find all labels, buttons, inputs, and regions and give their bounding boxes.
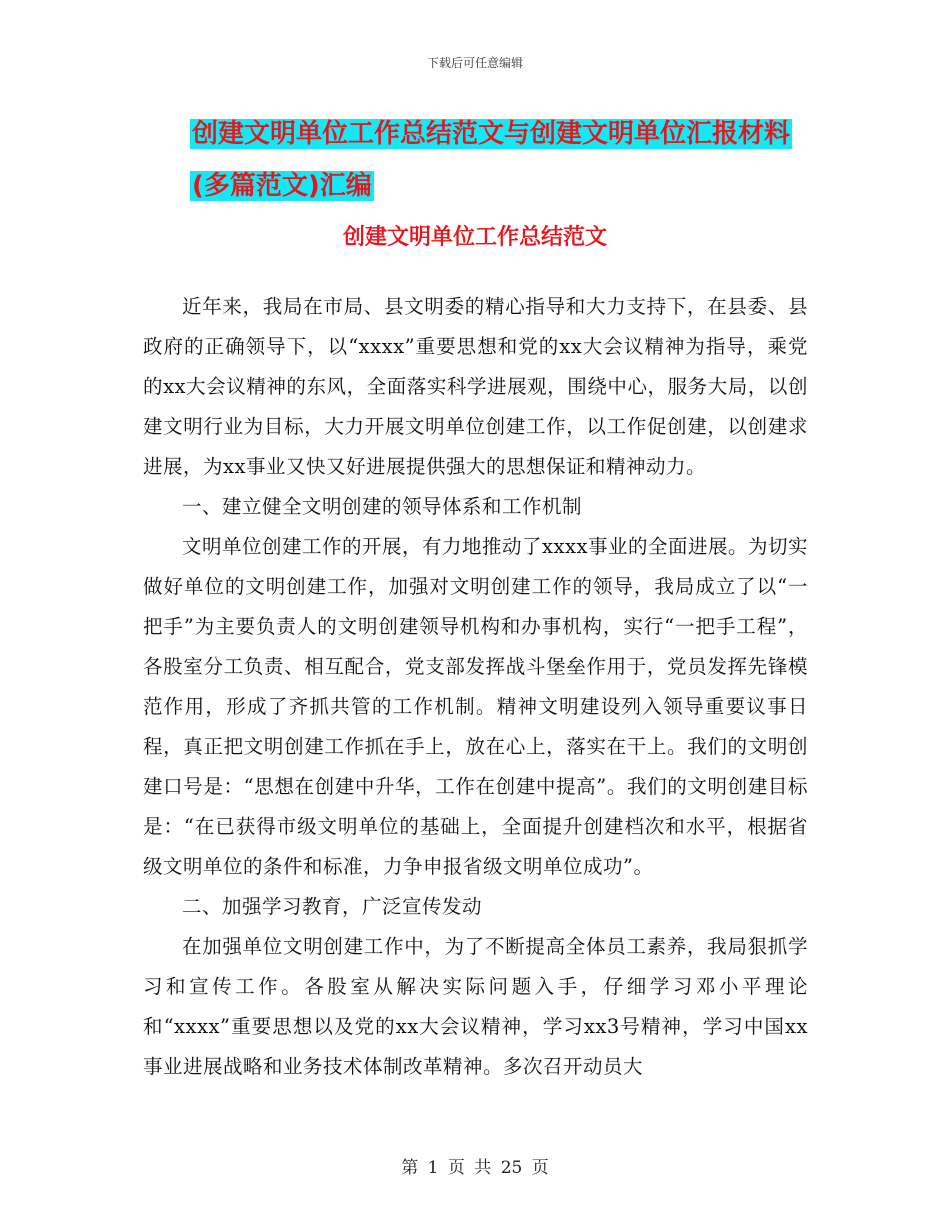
title-line-1: 创建文明单位工作总结范文与创建文明单位汇报材料 bbox=[192, 119, 791, 149]
paragraph: 在加强单位文明创建工作中，为了不断提高全体员工素养，我局狠抓学习和宣传工作。各股室从解决实际问题入手，仔细学习邓小平理论和“xxxx”重要思想以及党的xx大会议精神，学习xx3号精神，学习中国xx事业进展战略和业务技术体制改革精神。多次召开动员大 bbox=[143, 935, 808, 1078]
title-line-2: (多篇范文)汇编 bbox=[192, 171, 372, 201]
document-title bbox=[190, 108, 810, 212]
heading-paragraph: 一、建立健全文明创建的领导体系和工作机制 bbox=[182, 495, 583, 518]
heading-paragraph: 二、加强学习教育，广泛宣传发动 bbox=[182, 895, 483, 918]
paragraph: 近年来，我局在市局、县文明委的精心指导和大力支持下，在县委、县政府的正确领导下，以“xxxx”重要思想和党的xx大会议精神为指导，乘党的xx大会议精神的东风，全面落实科学进展观，围绕中心，服务大局，以创建文明行业为目标，大力开展文明单位创建工作，以工作促创建，以创建求进展，为xx事业又快又好进展提供强大的思想保证和精神动力。 bbox=[143, 295, 808, 478]
page-number: 第 1 页 共 25 页 bbox=[401, 1158, 549, 1178]
paragraph: 文明单位创建工作的开展，有力地推动了xxxx事业的全面进展。为切实做好单位的文明创建工作，加强对文明创建工作的领导，我局成立了以“一把手”为主要负责人的文明创建领导机构和办事机构，实行“一把手工程”，各股室分工负责、相互配合，党支部发挥战斗堡垒作用于，党员发挥先锋模范作用，形成了齐抓共管的工作机制。精神文明建设列入领导重要议事日程，真正把文明创建工作抓在手上，放在心上，落实在干上。我们的文明创建口号是：“思想在创建中升华，工作在创建中提高”。我们的文明创建目标是：“在已获得市级文明单位的基础上，全面提升创建档次和水平，根据省级文明单位的条件和标准，力争申报省级文明单位成功”。 bbox=[143, 535, 808, 878]
header-note: 下载后可任意编辑 bbox=[426, 56, 523, 70]
document-body bbox=[143, 287, 808, 1087]
section-title: 创建文明单位工作总结范文 bbox=[342, 225, 607, 250]
